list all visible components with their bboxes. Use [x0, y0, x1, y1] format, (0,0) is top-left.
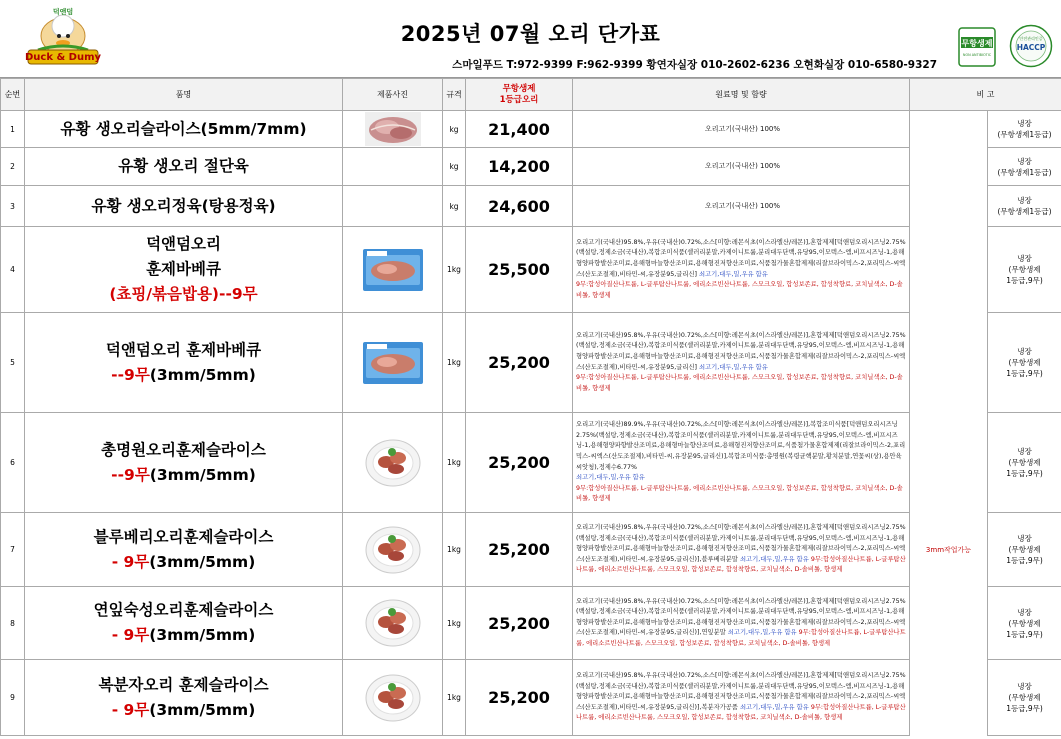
thickness-label: (3mm/5mm): [149, 552, 256, 571]
note: [988, 227, 1061, 313]
product-name-line2: [27, 698, 340, 723]
table-row: [1, 313, 1061, 413]
product-name: [25, 587, 343, 660]
smoked-duck-package-image: [363, 342, 423, 384]
product-name-line2: [27, 550, 340, 575]
ingredients: [573, 587, 910, 660]
allergen-info: 쇠고기,대두,밀,우유 함유: [739, 555, 809, 563]
thickness-label: (3mm/5mm): [149, 626, 256, 644]
product-name-line1: 덕앤덤오리 훈제바베큐: [105, 340, 262, 359]
side-column: [910, 660, 988, 736]
unit: 1kg: [443, 227, 466, 313]
product-photo: [343, 513, 443, 587]
product-photo: [343, 587, 443, 660]
note-line1: 냉장: [1017, 119, 1032, 128]
antibiotic-free-sub: NON ANTIBIOTIC: [962, 53, 992, 57]
table-header-row: [1, 79, 1061, 111]
col-ingredients: 원료명 및 함량: [573, 79, 910, 111]
product-name: [25, 513, 343, 587]
product-name: 유황 생오리슬라이스(5mm/7mm): [25, 111, 343, 148]
note-line3: 1등급,9무): [1006, 629, 1043, 639]
product-name-line1: 복분자오리 훈제슬라이스: [98, 675, 269, 694]
product-photo: [343, 660, 443, 736]
product-name-line1: 총명원오리훈제슬라이스: [101, 440, 266, 459]
product-photo: [343, 413, 443, 513]
side-column: [910, 111, 988, 148]
col-photo: 제품사진: [343, 79, 443, 111]
unit: 1kg: [443, 313, 466, 413]
ingredients: 오리고기(국내산) 100%: [573, 148, 910, 186]
unit: kg: [443, 111, 466, 148]
allergen-info: 쇠고기,대두,밀,우유 함유: [739, 703, 809, 711]
nine-free-info: 9무:합성아질산나트륨, L-글루탐산나트륨, 에리소르빈산나트륨, 스모크오일, 합성보존료, 합성착향료, 코치닐색소, D-솔비톨, 향생제: [576, 374, 903, 392]
product-photo: [343, 313, 443, 413]
nine-free-info: 9무:합성아질산나트륨, L-글루탐산나트륨, 에리소르빈산나트륨, 스모크오일, 합성보존료, 합성착향료, 코치닐색소, D-솔비톨, 향생제: [576, 629, 906, 647]
note-line3: 1등급,9무): [1006, 469, 1043, 478]
note-line1: 냉장: [1017, 447, 1032, 456]
row-no: 1: [1, 111, 25, 148]
note-line2: (무항생제: [1008, 545, 1041, 554]
price: 24,600: [466, 186, 573, 227]
note-line1: 냉장: [1017, 196, 1032, 205]
product-photo: [343, 148, 443, 186]
table-row: [1, 186, 1061, 227]
smoked-duck-package-image: [363, 249, 423, 291]
col-price: [466, 79, 573, 111]
page-title: 2025년 07월 오리 단가표: [400, 22, 661, 46]
allergen-info: 쇠고기,대두,밀,우유 함유: [699, 270, 768, 278]
unit: 1kg: [443, 587, 466, 660]
price: 25,200: [466, 313, 573, 413]
note-line1: 냉장: [1017, 254, 1032, 263]
ingredients-main: 오리고기(국내산)89.9%,우유(국내산)0.72%,소스[미향:레몬식초(이스라엘산/레몬)],복합조미식품[덕앤덤오리시즈닝2.75%(백설탕,정제소금(국내산),복합조미식품(셀러리분말,카제이니트륨,분리대두단백,유당95,이모텍스-엠,비프시즈닝-1,용해형양파향발산조미료,용해형마늘향산조미료,용해형진저향산조미료,식품첨가물혼합제제(리잘브라이믹스-2,포리믹스-씨엑스(산도조절제),비타민-씨,유장분95,글리신)],복합조미식품:총명원(복령균핵분말,황치분말,연꽃씨(상),용안육씨앗청),정제수6.77%: [576, 421, 906, 471]
side-column: [910, 148, 988, 186]
ingredients-main: 오리고기(국내산)95.8%,우유(국내산)0.72%,소스[미향:레몬식초(이스라엘산/레몬)],혼합제제[덕앤덤오리시즈닝2.75%(백설탕,정제소금(국내산),복합조미식품(셀러리분말,카제이니트륨,분리대두단백,유당95,이모텍스-엠,비프시즈닝-1,용해형양파향발산조미료,용해형마늘향산조미료,용해형진저향산조미료,식품첨가물혼합제제(리잘브라이믹스-2,포리믹스-씨엑스(산도조절제),비타민-씨,유장분95,글리신]: [576, 331, 906, 371]
thickness-label: (3mm/5mm): [149, 365, 256, 384]
product-photo: [343, 186, 443, 227]
note-line2: (무항생제: [1008, 693, 1041, 702]
table-row: [1, 660, 1061, 736]
product-name-line1: 연잎숙성오리훈제슬라이스: [93, 601, 274, 619]
note: [988, 587, 1061, 660]
note: [988, 148, 1061, 186]
allergen-info: 쇠고기,대두,밀,우유 함유: [727, 629, 797, 637]
nine-free-info: 9무:합성아질산나트륨, L-글루탐산나트륨, 에리소르빈산나트륨, 스모크오일, 합성보존료, 합성착향료, 코치닐색소, D-솔비톨, 향생제: [576, 281, 903, 299]
note-line1: 냉장: [1017, 607, 1032, 617]
note: [988, 660, 1061, 736]
side-column: [910, 313, 988, 413]
table-row: [1, 227, 1061, 313]
haccp-label: HACCP: [1016, 43, 1046, 52]
note-line1: 냉장: [1017, 347, 1032, 356]
note-line3: 1등급,9무): [1006, 369, 1043, 378]
note-line2: (무항생제: [1008, 458, 1041, 467]
note: [988, 513, 1061, 587]
col-unit: 규격: [443, 79, 466, 111]
ingredients: [573, 313, 910, 413]
row-no: 5: [1, 313, 25, 413]
note-line3: 1등급,9무): [1006, 556, 1043, 565]
unit: 1kg: [443, 660, 466, 736]
table-row: [1, 513, 1061, 587]
note-line2: (무항생제1등급): [997, 167, 1052, 177]
row-no: 4: [1, 227, 25, 313]
table-row: [1, 413, 1061, 513]
price: 25,500: [466, 227, 573, 313]
ingredients-main: 오리고기(국내산)95.8%,우유(국내산)0.72%,소스[미향:레몬식초(이스라엘산/레몬)],혼합제제[덕앤덤오리시즈닝2.75%(백설탕,정제소금(국내산),복합조미식품(셀러리분말,카제이니트륨,분리대두단백,유당95,이모텍스-엠,비프시즈닝-1,용해형양파향발산조미료,용해형마늘향산조미료,용해형진저향산조미료,식품첨가물혼합제제(리잘브라이믹스-2,포리믹스-씨엑스(산도조절제),비타민-씨,유장분95,글리신]: [576, 238, 906, 278]
smoked-duck-plate-image: [364, 598, 422, 648]
col-no: 순번: [1, 79, 25, 111]
unit: kg: [443, 186, 466, 227]
ingredients: [573, 413, 910, 513]
price-table: [0, 78, 1061, 736]
nine-free-label: --9무: [111, 365, 150, 384]
ingredients-main: 오리고기(국내산)95.8%,우유(국내산)0.72%,소스[미향:레몬식초(이스라엘산/레몬)],혼합제제[덕앤덤오리시즈닝2.75%(백설탕,정제소금(국내산),복합조미식품(셀러리분말,카제이니트륨,분리대두단백,유당95,이모텍스-엠,비프시즈닝-1,용해형양파향발산조미료,용해형마늘향산조미료,용해형진저향산조미료,식품첨가물혼합제제(리잘브라이믹스-2,포리믹스-씨엑스(산도조절제),비타민-씨,유장분95,글리신)],복분자가공품: [576, 672, 906, 711]
product-name-line2: 훈제바베큐: [146, 260, 221, 278]
product-name-nine-free: (쵸핑/볶음밥용)--9무: [109, 285, 258, 303]
row-no: 6: [1, 413, 25, 513]
table-row: [1, 148, 1061, 186]
product-name-line2: [27, 363, 340, 388]
note-line2: (무항생제1등급): [997, 130, 1052, 139]
col-note: 비 고: [910, 79, 1061, 111]
table-row: [1, 111, 1061, 148]
nine-free-info: 9무:합성아질산나트륨, L-글루탐산나트륨, 에리소르빈산나트륨, 스모크오일, 합성보존료, 합성착향료, 코치닐색소, D-솔비톨, 향생제: [576, 484, 903, 503]
contact-info: 스마일푸드 T:972-9399 F:962-9399 황연자실장 010-2602-6236 오현화실장 010-6580-9327: [452, 59, 937, 71]
note: [988, 186, 1061, 227]
ingredients-main: 오리고기(국내산)95.8%,우유(국내산)0.72%,소스[미향:레몬식초(이스라엘산/레몬)],혼합제제[덕앤덤오리시즈닝2.75%(백설탕,정제소금(국내산),복합조미식품(셀러리분말,카제이니트륨,분리대두단백,유당95,이모텍스-엠,비프시즈닝-1,용해형양파향발산조미료,용해형마늘향산조미료,용해형진저향산조미료,식품첨가물혼합제제(리잘브라이믹스-2,포리믹스-씨엑스(산도조절제),비타민-씨,유장분95,글리신)],블루베리분말: [576, 524, 906, 563]
nine-free-label: - 9무: [111, 626, 150, 644]
side-column: [910, 227, 988, 313]
row-no: 8: [1, 587, 25, 660]
row-no: 7: [1, 513, 25, 587]
product-name: [25, 413, 343, 513]
note-line2: (무항생제: [1008, 358, 1041, 367]
price: 14,200: [466, 148, 573, 186]
nine-free-label: - 9무: [111, 552, 150, 571]
logo-text: Duck & Dumy: [24, 52, 102, 63]
ingredients: [573, 660, 910, 736]
raw-duck-slice-image: [365, 112, 421, 146]
header: [0, 0, 1061, 78]
product-name: 유황 생오리 절단육: [25, 148, 343, 186]
thickness-label: (3mm/5mm): [149, 700, 256, 719]
product-photo: [343, 227, 443, 313]
haccp-sub: 안전관리인증: [1019, 36, 1043, 41]
ingredients: [573, 513, 910, 587]
row-no: 9: [1, 660, 25, 736]
product-name-line1: 블루베리오리훈제슬라이스: [93, 527, 274, 546]
table-row: [1, 587, 1061, 660]
side-column: [910, 186, 988, 227]
price: 25,200: [466, 587, 573, 660]
ingredients-main: 오리고기(국내산)95.8%,우유(국내산)0.72%,소스[미향:레몬식초(이스라엘산/레몬)],혼합제제[덕앤덤오리시즈닝2.75%(백설탕,정제소금(국내산),복합조미식품(셀러리분말,카제이니트륨,분리대두단백,유당95,이모텍스-엠,비프시즈닝-1,용해형양파향발산조미료,용해형마늘향산조미료,용해형진저향산조미료,식품첨가물혼합제제(리잘브라이믹스-2,포리믹스-씨엑스(산도조절제),비타민-씨,유장분95,글리신)],연잎분말: [576, 597, 906, 637]
col-price-line2: 1등급오리: [499, 94, 539, 105]
product-name-line2: [27, 463, 340, 488]
logo-top-text: 덕앤덤: [52, 8, 74, 16]
product-photo: [343, 111, 443, 148]
product-name: [25, 313, 343, 413]
nine-free-label: - 9무: [111, 700, 150, 719]
smoked-duck-plate-image: [364, 525, 422, 575]
side-column: [910, 413, 988, 513]
haccp-badge: [1009, 24, 1053, 68]
price: 25,200: [466, 660, 573, 736]
smoked-duck-plate-image: [364, 438, 422, 488]
note-line3: 1등급,9무): [1006, 276, 1043, 285]
product-name: 유황 생오리정육(탕용정육): [25, 186, 343, 227]
col-price-line1: 무항생제: [502, 83, 536, 94]
note-line1: 냉장: [1017, 534, 1032, 543]
nine-free-info: 9무:합성아질산나트륨, L-글루탐산나트륨, 에리소르빈산나트륨, 스모크오일, 합성보존료, 합성착향료, 코치닐색소, D-솔비톨, 향생제: [576, 703, 906, 722]
allergen-info: 쇠고기,대두,밀,우유 함유: [699, 363, 768, 371]
side-note: 3mm작업가능: [910, 513, 988, 587]
note: [988, 313, 1061, 413]
note-line3: 1등급,9무): [1006, 704, 1043, 713]
allergen-info: 쇠고기,대두,밀,우유 함유: [576, 474, 645, 482]
note-line1: 냉장: [1017, 156, 1032, 166]
row-no: 3: [1, 186, 25, 227]
note-line1: 냉장: [1017, 682, 1032, 691]
price: 25,200: [466, 413, 573, 513]
antibiotic-free-badge: [958, 27, 996, 67]
nine-free-info: 9무:합성아질산나트륨, L-글루탐산나트륨, 에리소르빈산나트륨, 스모크오일, 합성보존료, 합성착향료, 코치닐색소, D-솔비톨, 향생제: [576, 555, 906, 574]
ingredients: [573, 227, 910, 313]
row-no: 2: [1, 148, 25, 186]
price: 25,200: [466, 513, 573, 587]
note-line2: (무항생제1등급): [997, 207, 1052, 216]
note: [988, 111, 1061, 148]
note-line2: (무항생제: [1008, 618, 1041, 628]
ingredients: 오리고기(국내산) 100%: [573, 111, 910, 148]
thickness-label: (3mm/5mm): [149, 465, 256, 484]
antibiotic-free-label: 무항생제: [961, 39, 993, 48]
product-name-line2: [27, 623, 340, 648]
ingredients: 오리고기(국내산) 100%: [573, 186, 910, 227]
note-line2: (무항생제: [1008, 265, 1041, 274]
nine-free-label: --9무: [111, 465, 150, 484]
side-column: [910, 587, 988, 660]
unit: 1kg: [443, 513, 466, 587]
unit: kg: [443, 148, 466, 186]
product-name: [25, 660, 343, 736]
smoked-duck-plate-image: [364, 673, 422, 723]
product-name-line1: 덕앤덤오리: [146, 235, 221, 253]
product-name: [25, 227, 343, 313]
note: [988, 413, 1061, 513]
unit: 1kg: [443, 413, 466, 513]
col-name: 품명: [25, 79, 343, 111]
price: 21,400: [466, 111, 573, 148]
